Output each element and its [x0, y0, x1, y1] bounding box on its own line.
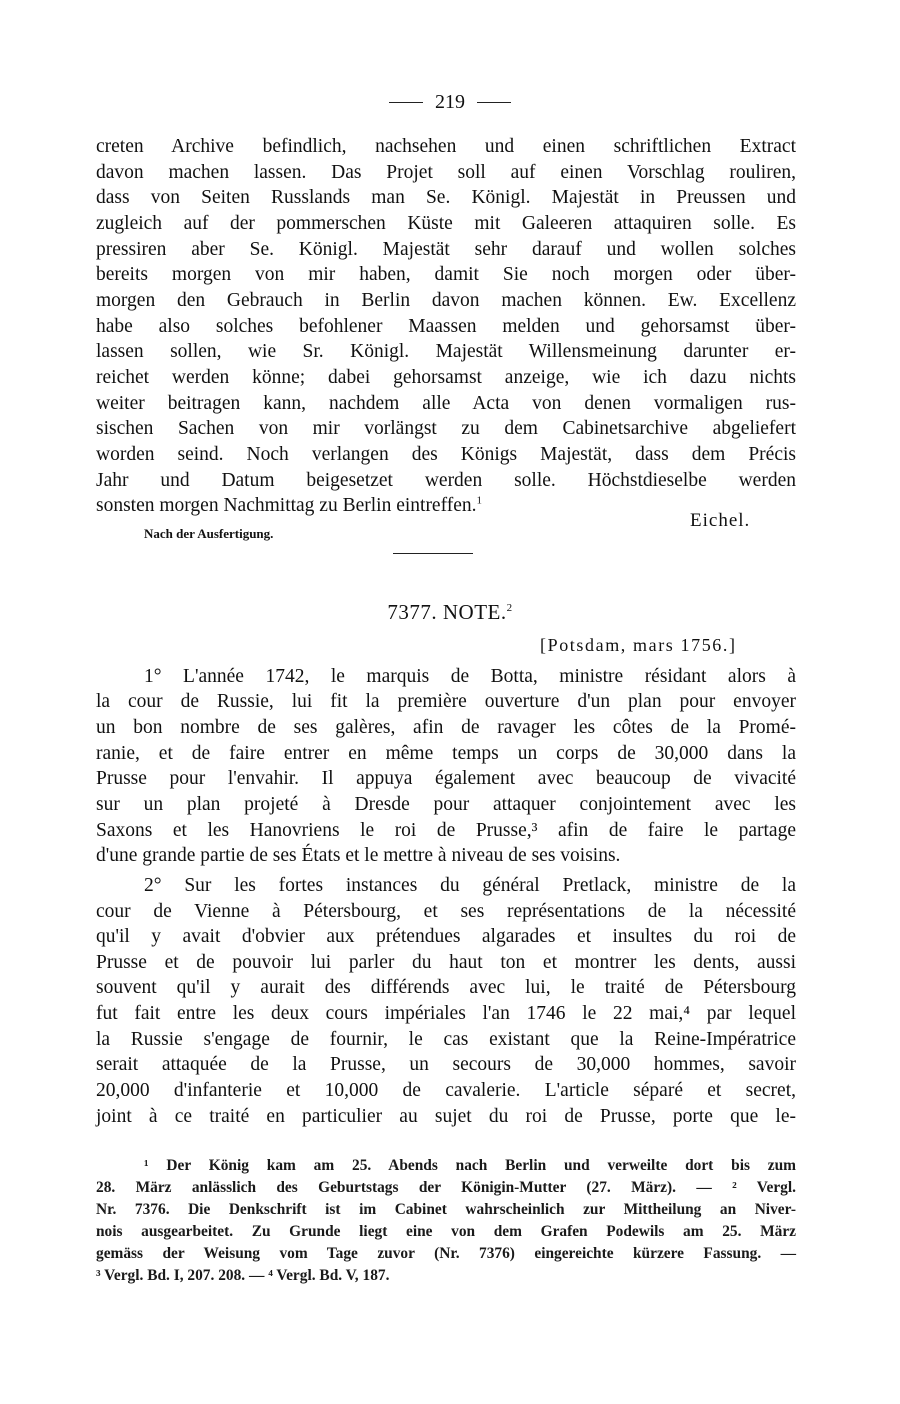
- para-line: sur un plan projeté à Dresde pour attaquer conjointement avec les: [96, 794, 796, 815]
- letter-line: weiter beitragen kann, nachdem alle Acta von denen vormaligen rus-: [96, 393, 796, 414]
- letter-line: bereits morgen von mir haben, damit Sie noch morgen oder über-: [96, 264, 796, 285]
- para-line: souvent qu'il y aurait des différends avec lui, le traité de Pétersbourg: [96, 977, 796, 998]
- para-line: 20,000 d'infanterie et 10,000 de cavalerie. L'article séparé et secret,: [96, 1080, 796, 1101]
- letter-line: Jahr und Datum beigesetzet werden solle. Höchstdieselbe werden: [96, 470, 796, 491]
- signature: Eichel.: [690, 510, 751, 531]
- para-line: un bon nombre de ses galères, afin de ravager les côtes de la Promé-: [96, 717, 796, 738]
- para-line: serait attaquée de la Prusse, un secours de 30,000 hommes, savoir: [96, 1054, 796, 1075]
- para-line-last: d'une grande partie de ses États et le mettre à niveau de ses voisins.: [96, 845, 621, 866]
- para-line: cour de Vienne à Pétersbourg, et ses représentations de la nécessité: [96, 901, 796, 922]
- letter-line: dass von Seiten Russlands man Se. Königl. Majestät in Preussen und: [96, 187, 796, 208]
- footnote-marker: 2: [506, 602, 513, 614]
- para-line: 1° L'année 1742, le marquis de Botta, ministre résidant alors à: [144, 666, 796, 687]
- letter-line: creten Archive befindlich, nachsehen und einen schriftlichen Extract: [96, 136, 796, 157]
- letter-line: sischen Sachen von mir vorlängst zu dem Cabinetsarchive abgeliefert: [96, 418, 796, 439]
- header-rule-right: [477, 102, 511, 103]
- footnote-line: 28. März anlässlich des Geburtstags der Königin-Mutter (27. März). — ² Vergl.: [96, 1179, 796, 1196]
- footnote-line: nois ausgearbeitet. Zu Grunde liegt eine von dem Grafen Podewils am 25. März: [96, 1223, 796, 1240]
- para-line: joint à ce traité en particulier au sujet du roi de Prusse, porte que le-: [96, 1106, 796, 1127]
- page-header: [0, 88, 900, 116]
- footnote-marker: 1: [476, 494, 483, 507]
- letter-line: davon machen lassen. Das Projet soll auf einen Vorschlag rouliren,: [96, 162, 796, 183]
- para-line: fut fait entre les deux cours impériales l'an 1746 le 22 mai,⁴ par lequel: [96, 1003, 796, 1024]
- footnote-line-last: ³ Vergl. Bd. I, 207. 208. — ⁴ Vergl. Bd. V, 187.: [96, 1267, 390, 1284]
- letter-line: reichet werden könne; dabei gehorsamst anzeige, wie ich dazu nichts: [96, 367, 796, 388]
- letter-last-text: sonsten morgen Nachmittag zu Berlin eintreffen.: [96, 495, 477, 516]
- para-line: Saxons et les Hanovriens le roi de Prusse,³ afin de faire le partage: [96, 820, 796, 841]
- page-number: 219: [435, 90, 465, 113]
- letter-line: worden seind. Noch verlangen des Königs Majestät, dass dem Précis: [96, 444, 796, 465]
- letter-line: morgen den Gebrauch in Berlin davon machen können. Ew. Excellenz: [96, 290, 796, 311]
- para-line: Prusse pour l'envahir. Il appuya également avec beaucoup de vivacité: [96, 768, 796, 789]
- section-divider: [393, 553, 473, 554]
- para-line: ranie, et de faire entrer en même temps un corps de 30,000 dans la: [96, 743, 796, 764]
- footnote-line: Nr. 7376. Die Denkschrift ist im Cabinet wahrscheinlich zur Mittheilung an Niver-: [96, 1201, 796, 1218]
- footnote-line: gemäss der Weisung vom Tage zuvor (Nr. 7376) eingereichte kürzere Fassung. —: [96, 1245, 796, 1262]
- source-note: Nach der Ausfertigung.: [144, 526, 274, 541]
- para-line: Prusse et de pouvoir lui parler du haut ton et montrer les dents, aussi: [96, 952, 796, 973]
- letter-line: habe also solches befohlener Maassen melden und gehorsamst über-: [96, 316, 796, 337]
- para-line: la cour de Russie, lui fit la première ouverture d'un plan pour envoyer: [96, 691, 796, 712]
- document-heading: [0, 600, 900, 625]
- doc-number: 7377.: [387, 600, 438, 624]
- letter-line: pressiren aber Se. Königl. Majestät sehr darauf und wollen solches: [96, 239, 796, 260]
- dateline: [Potsdam, mars 1756.]: [540, 635, 737, 655]
- letter-line: lassen sollen, wie Sr. Königl. Majestät Willensmeinung darunter er-: [96, 341, 796, 362]
- doc-title: NOTE.: [442, 600, 507, 624]
- para-line: qu'il y avait d'obvier aux prétendues algarades et insultes du roi de: [96, 926, 796, 947]
- letter-line: zugleich auf der pommerschen Küste mit Galeeren attaquiren solle. Es: [96, 213, 796, 234]
- footnote-line: ¹ Der König kam am 25. Abends nach Berlin und verweilte dort bis zum: [144, 1157, 796, 1174]
- letter-line-last: [96, 493, 482, 519]
- para-line: 2° Sur les fortes instances du général Pretlack, ministre de la: [144, 875, 796, 896]
- header-rule-left: [389, 102, 423, 103]
- para-line: la Russie s'engage de fournir, le cas existant que la Reine-Impératrice: [96, 1029, 796, 1050]
